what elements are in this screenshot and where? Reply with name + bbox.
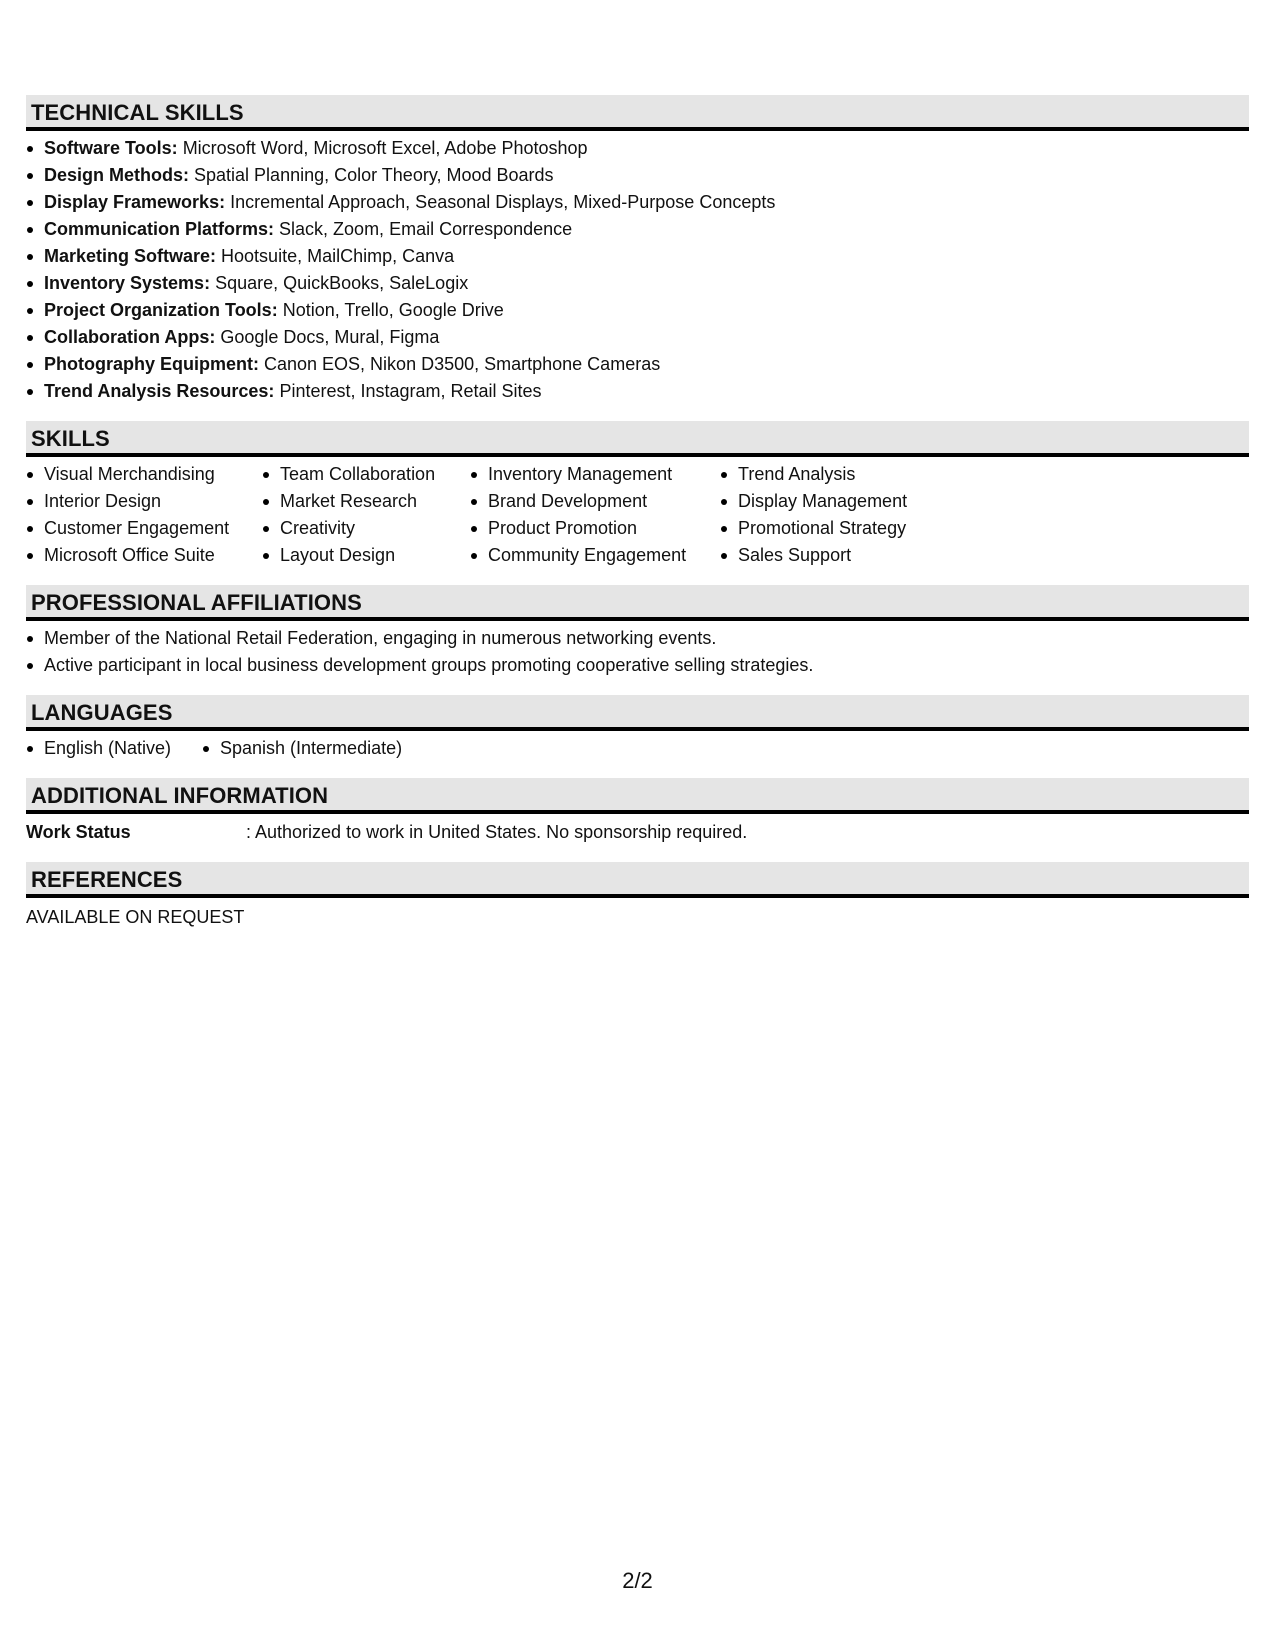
- list-item: Community Engagement: [470, 542, 720, 569]
- item-label: Design Methods:: [44, 165, 190, 185]
- item-label: Inventory Systems:: [44, 273, 211, 293]
- item-label: Project Organization Tools:: [44, 300, 278, 320]
- item-value: Google Docs, Mural, Figma: [215, 327, 440, 347]
- languages-column: [202, 735, 402, 762]
- list-item: [26, 189, 1249, 216]
- section-title: REFERENCES: [31, 867, 183, 892]
- section-title: PROFESSIONAL AFFILIATIONS: [31, 590, 362, 615]
- list-item: Product Promotion: [470, 515, 720, 542]
- languages-list: [26, 735, 1249, 762]
- skills-section: [26, 421, 1249, 569]
- list-item: Market Research: [262, 488, 470, 515]
- skills-column: [720, 461, 940, 569]
- list-item: [26, 216, 1249, 243]
- list-item: Active participant in local business development groups promoting cooperative selling strategies.: [26, 652, 1249, 679]
- list-item: [26, 243, 1249, 270]
- skills-column: [26, 461, 262, 569]
- skills-column: [470, 461, 720, 569]
- affiliations-list: [26, 625, 1249, 679]
- list-item: Inventory Management: [470, 461, 720, 488]
- item-label: Display Frameworks:: [44, 192, 226, 212]
- list-item: Team Collaboration: [262, 461, 470, 488]
- section-header: [26, 585, 1249, 621]
- list-item: [26, 297, 1249, 324]
- info-row: [26, 819, 1249, 846]
- item-value: Canon EOS, Nikon D3500, Smartphone Cameras: [259, 354, 661, 374]
- item-value: Incremental Approach, Seasonal Displays, Mixed-Purpose Concepts: [225, 192, 776, 212]
- list-item: Customer Engagement: [26, 515, 262, 542]
- technical-skills-section: [26, 95, 1249, 405]
- technical-skills-list: [26, 135, 1249, 405]
- languages-column: [26, 735, 202, 762]
- list-item: Visual Merchandising: [26, 461, 262, 488]
- section-header: [26, 862, 1249, 898]
- references-section: [26, 862, 1249, 931]
- section-header: [26, 695, 1249, 731]
- section-title: SKILLS: [31, 426, 110, 451]
- skills-grid: [26, 461, 1249, 569]
- list-item: [26, 162, 1249, 189]
- item-value: Microsoft Word, Microsoft Excel, Adobe Photoshop: [177, 138, 588, 158]
- list-item: Microsoft Office Suite: [26, 542, 262, 569]
- professional-affiliations-section: [26, 585, 1249, 679]
- list-item: [26, 270, 1249, 297]
- additional-information-section: [26, 778, 1249, 846]
- references-text: AVAILABLE ON REQUEST: [26, 907, 245, 927]
- list-item: Trend Analysis: [720, 461, 940, 488]
- info-key: Work Status: [26, 822, 131, 842]
- item-value: Hootsuite, MailChimp, Canva: [216, 246, 455, 266]
- list-item: Interior Design: [26, 488, 262, 515]
- item-label: Trend Analysis Resources:: [44, 381, 275, 401]
- list-item: [26, 135, 1249, 162]
- section-title: ADDITIONAL INFORMATION: [31, 783, 329, 808]
- item-value: Notion, Trello, Google Drive: [277, 300, 504, 320]
- item-value: Pinterest, Instagram, Retail Sites: [274, 381, 542, 401]
- section-header: [26, 778, 1249, 814]
- languages-section: [26, 695, 1249, 762]
- list-item: Display Management: [720, 488, 940, 515]
- item-label: Marketing Software:: [44, 246, 217, 266]
- item-label: Communication Platforms:: [44, 219, 275, 239]
- info-value: : Authorized to work in United States. No sponsorship required.: [246, 822, 748, 842]
- list-item: Member of the National Retail Federation, engaging in numerous networking events.: [26, 625, 1249, 652]
- item-value: Slack, Zoom, Email Correspondence: [274, 219, 573, 239]
- list-item: [26, 378, 1249, 405]
- item-label: Collaboration Apps:: [44, 327, 216, 347]
- resume-page: [26, 95, 1249, 947]
- page-number: 2/2: [622, 1568, 653, 1593]
- item-label: Photography Equipment:: [44, 354, 259, 374]
- section-title: LANGUAGES: [31, 700, 173, 725]
- skills-column: [262, 461, 470, 569]
- list-item: Layout Design: [262, 542, 470, 569]
- item-label: Software Tools:: [44, 138, 178, 158]
- list-item: Brand Development: [470, 488, 720, 515]
- item-value: Square, QuickBooks, SaleLogix: [210, 273, 469, 293]
- list-item: Creativity: [262, 515, 470, 542]
- list-item: Promotional Strategy: [720, 515, 940, 542]
- section-header: [26, 95, 1249, 131]
- list-item: Spanish (Intermediate): [202, 735, 402, 762]
- section-header: [26, 421, 1249, 457]
- list-item: [26, 324, 1249, 351]
- section-title: TECHNICAL SKILLS: [31, 100, 244, 125]
- item-value: Spatial Planning, Color Theory, Mood Boards: [189, 165, 554, 185]
- list-item: English (Native): [26, 735, 202, 762]
- list-item: [26, 351, 1249, 378]
- list-item: Sales Support: [720, 542, 940, 569]
